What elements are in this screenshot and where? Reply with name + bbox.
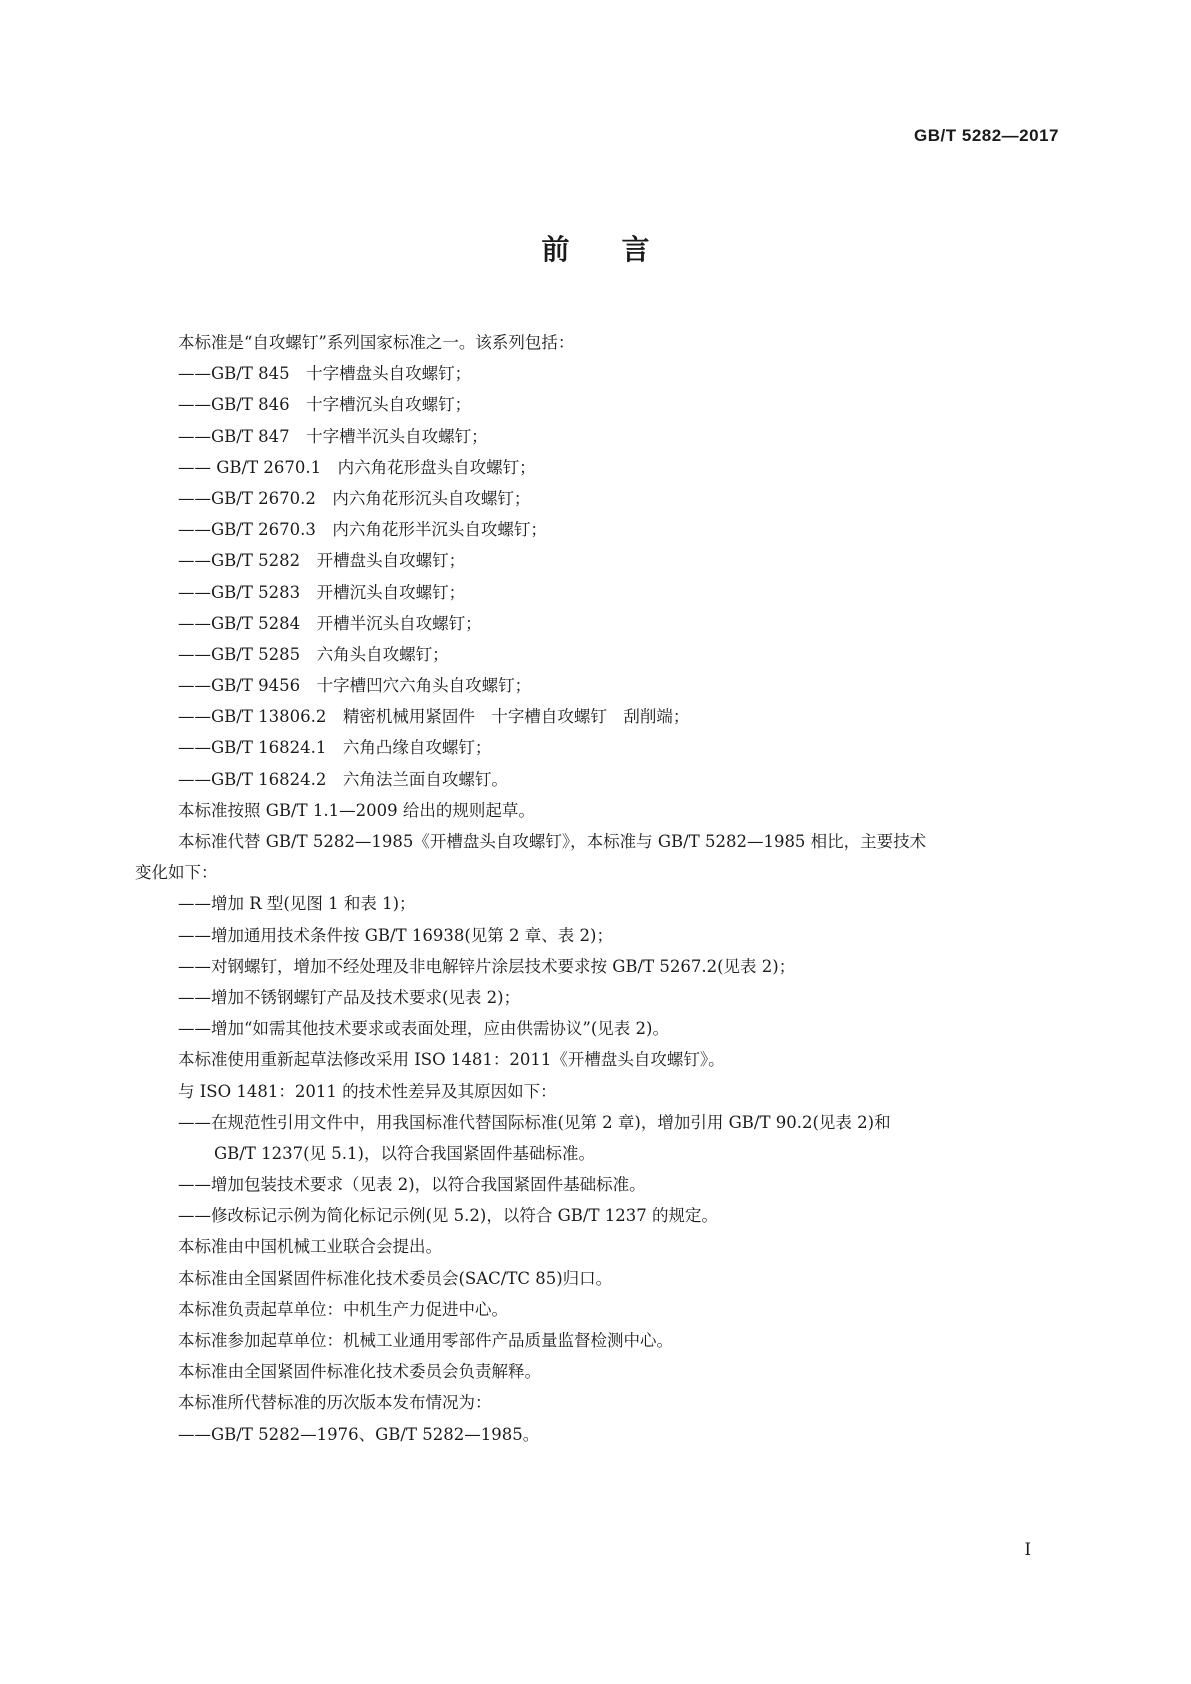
standard-number: GB/T 5282—2017 [914,126,1059,145]
paragraph-line: 本标准参加起草单位：机械工业通用零部件产品质量监督检测中心。 [178,1331,673,1350]
paragraph-line: 本标准由全国紧固件标准化技术委员会负责解释。 [178,1362,541,1382]
list-item: ——GB/T 16824.1 六角凸缘自攻螺钉； [178,738,492,758]
document-body [135,327,1060,1450]
paragraph-line: 本标准按照 GB/T 1.1—2009 给出的规则起草。 [178,800,535,820]
list-item: ——增加 R 型(见图 1 和表 1)； [178,894,416,914]
list-item: ——增加“如需其他技术要求或表面处理，应由供需协议”(见表 2)。 [178,1019,669,1039]
list-item: ——对钢螺钉，增加不经处理及非电解锌片涂层技术要求按 GB/T 5267.2(见表 2)； [178,956,796,976]
list-item: GB/T 1237(见 5.1)，以符合我国紧固件基础标准。 [214,1143,595,1163]
list-item: ——GB/T 845 十字槽盘头自攻螺钉； [178,364,472,384]
list-item: ——GB/T 5285 六角头自攻螺钉； [178,644,449,664]
list-item: ——GB/T 5283 开槽沉头自攻螺钉； [178,582,466,602]
list-item: ——增加不锈钢螺钉产品及技术要求(见表 2)； [178,987,521,1007]
list-item: ——GB/T 5282 开槽盘头自攻螺钉； [178,551,466,571]
list-item: ——GB/T 2670.3 内六角花形半沉头自攻螺钉； [178,520,547,540]
paragraph-line: 本标准所代替标准的历次版本发布情况为： [178,1393,492,1413]
list-item: ——GB/T 16824.2 六角法兰面自攻螺钉。 [178,769,508,789]
page-number: I [1024,1540,1031,1559]
paragraph-line: 本标准负责起草单位：中机生产力促进中心。 [178,1299,508,1319]
paragraph-line: 本标准由全国紧固件标准化技术委员会(SAC/TC 85)归口。 [178,1268,613,1288]
list-item: ——GB/T 846 十字槽沉头自攻螺钉； [178,395,472,415]
list-item: —— GB/T 2670.1 内六角花形盘头自攻螺钉； [178,457,536,477]
list-item: ——GB/T 5282—1976、GB/T 5282—1985。 [178,1424,540,1444]
list-item: ——GB/T 2670.2 内六角花形沉头自攻螺钉； [178,488,531,508]
list-item: ——增加通用技术条件按 GB/T 16938(见第 2 章、表 2)； [178,925,613,945]
paragraph-line: 本标准使用重新起草法修改采用 ISO 1481：2011《开槽盘头自攻螺钉》。 [178,1050,725,1070]
paragraph-line: 变化如下： [135,863,218,883]
paragraph-line: 本标准由中国机械工业联合会提出。 [178,1237,442,1257]
list-item: ——GB/T 13806.2 精密机械用紧固件 十字槽自攻螺钉 刮削端； [178,707,690,727]
paragraph-line: 与 ISO 1481：2011 的技术性差异及其原因如下： [178,1081,557,1101]
list-item: ——修改标记示例为简化标记示例(见 5.2)，以符合 GB/T 1237 的规定。 [178,1206,718,1226]
list-item: ——增加包装技术要求（见表 2)，以符合我国紧固件基础标准。 [178,1175,646,1195]
list-item: ——GB/T 9456 十字槽凹穴六角头自攻螺钉； [178,676,532,696]
list-item: ——在规范性引用文件中，用我国标准代替国际标准(见第 2 章)，增加引用 GB/T 90.2(见表 2)和 [178,1112,891,1132]
page-title: 前言 [541,233,702,266]
list-item: ——GB/T 5284 开槽半沉头自攻螺钉； [178,613,482,633]
paragraph-line: 本标准是“自攻螺钉”系列国家标准之一。该系列包括： [178,333,575,352]
list-item: ——GB/T 847 十字槽半沉头自攻螺钉； [178,426,488,446]
paragraph-line: 本标准代替 GB/T 5282—1985《开槽盘头自攻螺钉》，本标准与 GB/T 5282—1985 相比，主要技术 [178,832,927,851]
